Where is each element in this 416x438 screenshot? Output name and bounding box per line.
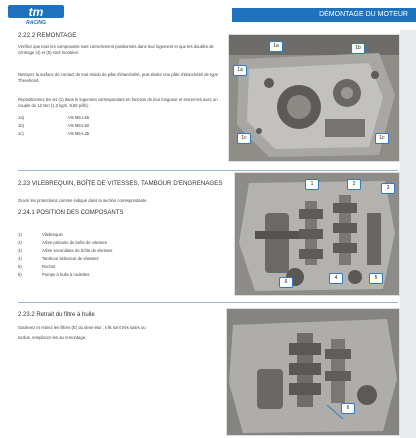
screw-spec-row: 1a) Vis M6-L55: [18, 115, 90, 120]
component-item: 5) Rochet: [18, 264, 56, 269]
callout-6: 6: [279, 277, 293, 288]
callout-3: 3: [381, 183, 395, 194]
gearbox-photo: [234, 172, 400, 296]
callout-1: 1: [305, 179, 319, 190]
page-header: [0, 0, 416, 30]
section-title-remontage: 2.22.2 REMONTAGE: [18, 32, 77, 39]
paragraph-open-protections: Ouvrir les protections comme indiqué dans la section correspondante.: [18, 198, 148, 203]
component-item: 6) Pompe à huile à roulettes: [18, 272, 90, 277]
callout-1a: 1a: [233, 65, 247, 76]
section-divider: [18, 302, 398, 303]
paragraph-check-components: Vérifiez que tous les composants sont correctement positionnés dans leur logement et que les douilles de centrage (4) et (5) sont montées.: [18, 44, 214, 56]
callout-1c: 1c: [375, 133, 389, 144]
callout-1c: 1c: [237, 133, 251, 144]
svg-text:tm: tm: [28, 5, 44, 19]
tm-racing-logo: [6, 3, 68, 25]
component-item: 2) Arbre primaire de boîte de vitesses: [18, 240, 107, 245]
subsection-title-positions: 2.24.1 POSITION DES COMPOSANTS: [18, 210, 124, 216]
screw-spec-row: 1c) Vis M6-L35: [18, 131, 90, 136]
paragraph-oil-filter-2: tordus, remplacez-les au remontage.: [18, 335, 87, 340]
section-title-oil-filter: 2.23.2 Retrait du filtre à huile: [18, 312, 95, 318]
crankcase-photo: [228, 34, 400, 162]
paragraph-oil-filter-1: Soulevez et retirez les filtres (E) du demi-étui ; s'ils sont très sales ou: [18, 325, 146, 330]
side-margin: [400, 30, 416, 438]
callout-4: 4: [329, 273, 343, 284]
screw-spec-row: 1b) Vis M6-L50: [18, 123, 90, 128]
component-item: 1) Vilebrequin: [18, 232, 63, 237]
oil-filter-illustration: [227, 309, 399, 435]
oil-filter-photo: [226, 308, 400, 436]
crankcase-illustration: [229, 35, 399, 161]
svg-text:RACING: RACING: [26, 20, 46, 25]
component-item: 4) Tambour sélecteur de vitesses: [18, 256, 99, 261]
callout-5: 5: [369, 273, 383, 284]
paragraph-reposition-screws: Repositionnez les vis (1) dans le logement correspondant en fonction de leur longueur et serrez-les avec un couple de 12 Nm (1,2 kgm, 8,68 pi/lb) :: [18, 97, 218, 109]
paragraph-clean-surface: Nettoyez la surface de contact de tout résidu de pâte d'étanchéité, puis étalez une pâte d'étanchéité de type Threebond.: [18, 72, 218, 84]
callout-6: 6: [341, 403, 355, 414]
chapter-title-bar: [232, 8, 416, 22]
callout-1b: 1b: [351, 43, 365, 54]
section-divider: [18, 170, 398, 171]
component-item: 3) Arbre secondaire de boîte de vitesses: [18, 248, 113, 253]
callout-1a: 1a: [269, 41, 283, 52]
callout-2: 2: [347, 179, 361, 190]
section-title-vilebrequin: 2.23 VILEBREQUIN, BOÎTE DE VITESSES, TAMBOUR D'ENGRENAGES: [18, 180, 223, 187]
chapter-title: DÉMONTAGE DU MOTEUR: [319, 11, 408, 18]
